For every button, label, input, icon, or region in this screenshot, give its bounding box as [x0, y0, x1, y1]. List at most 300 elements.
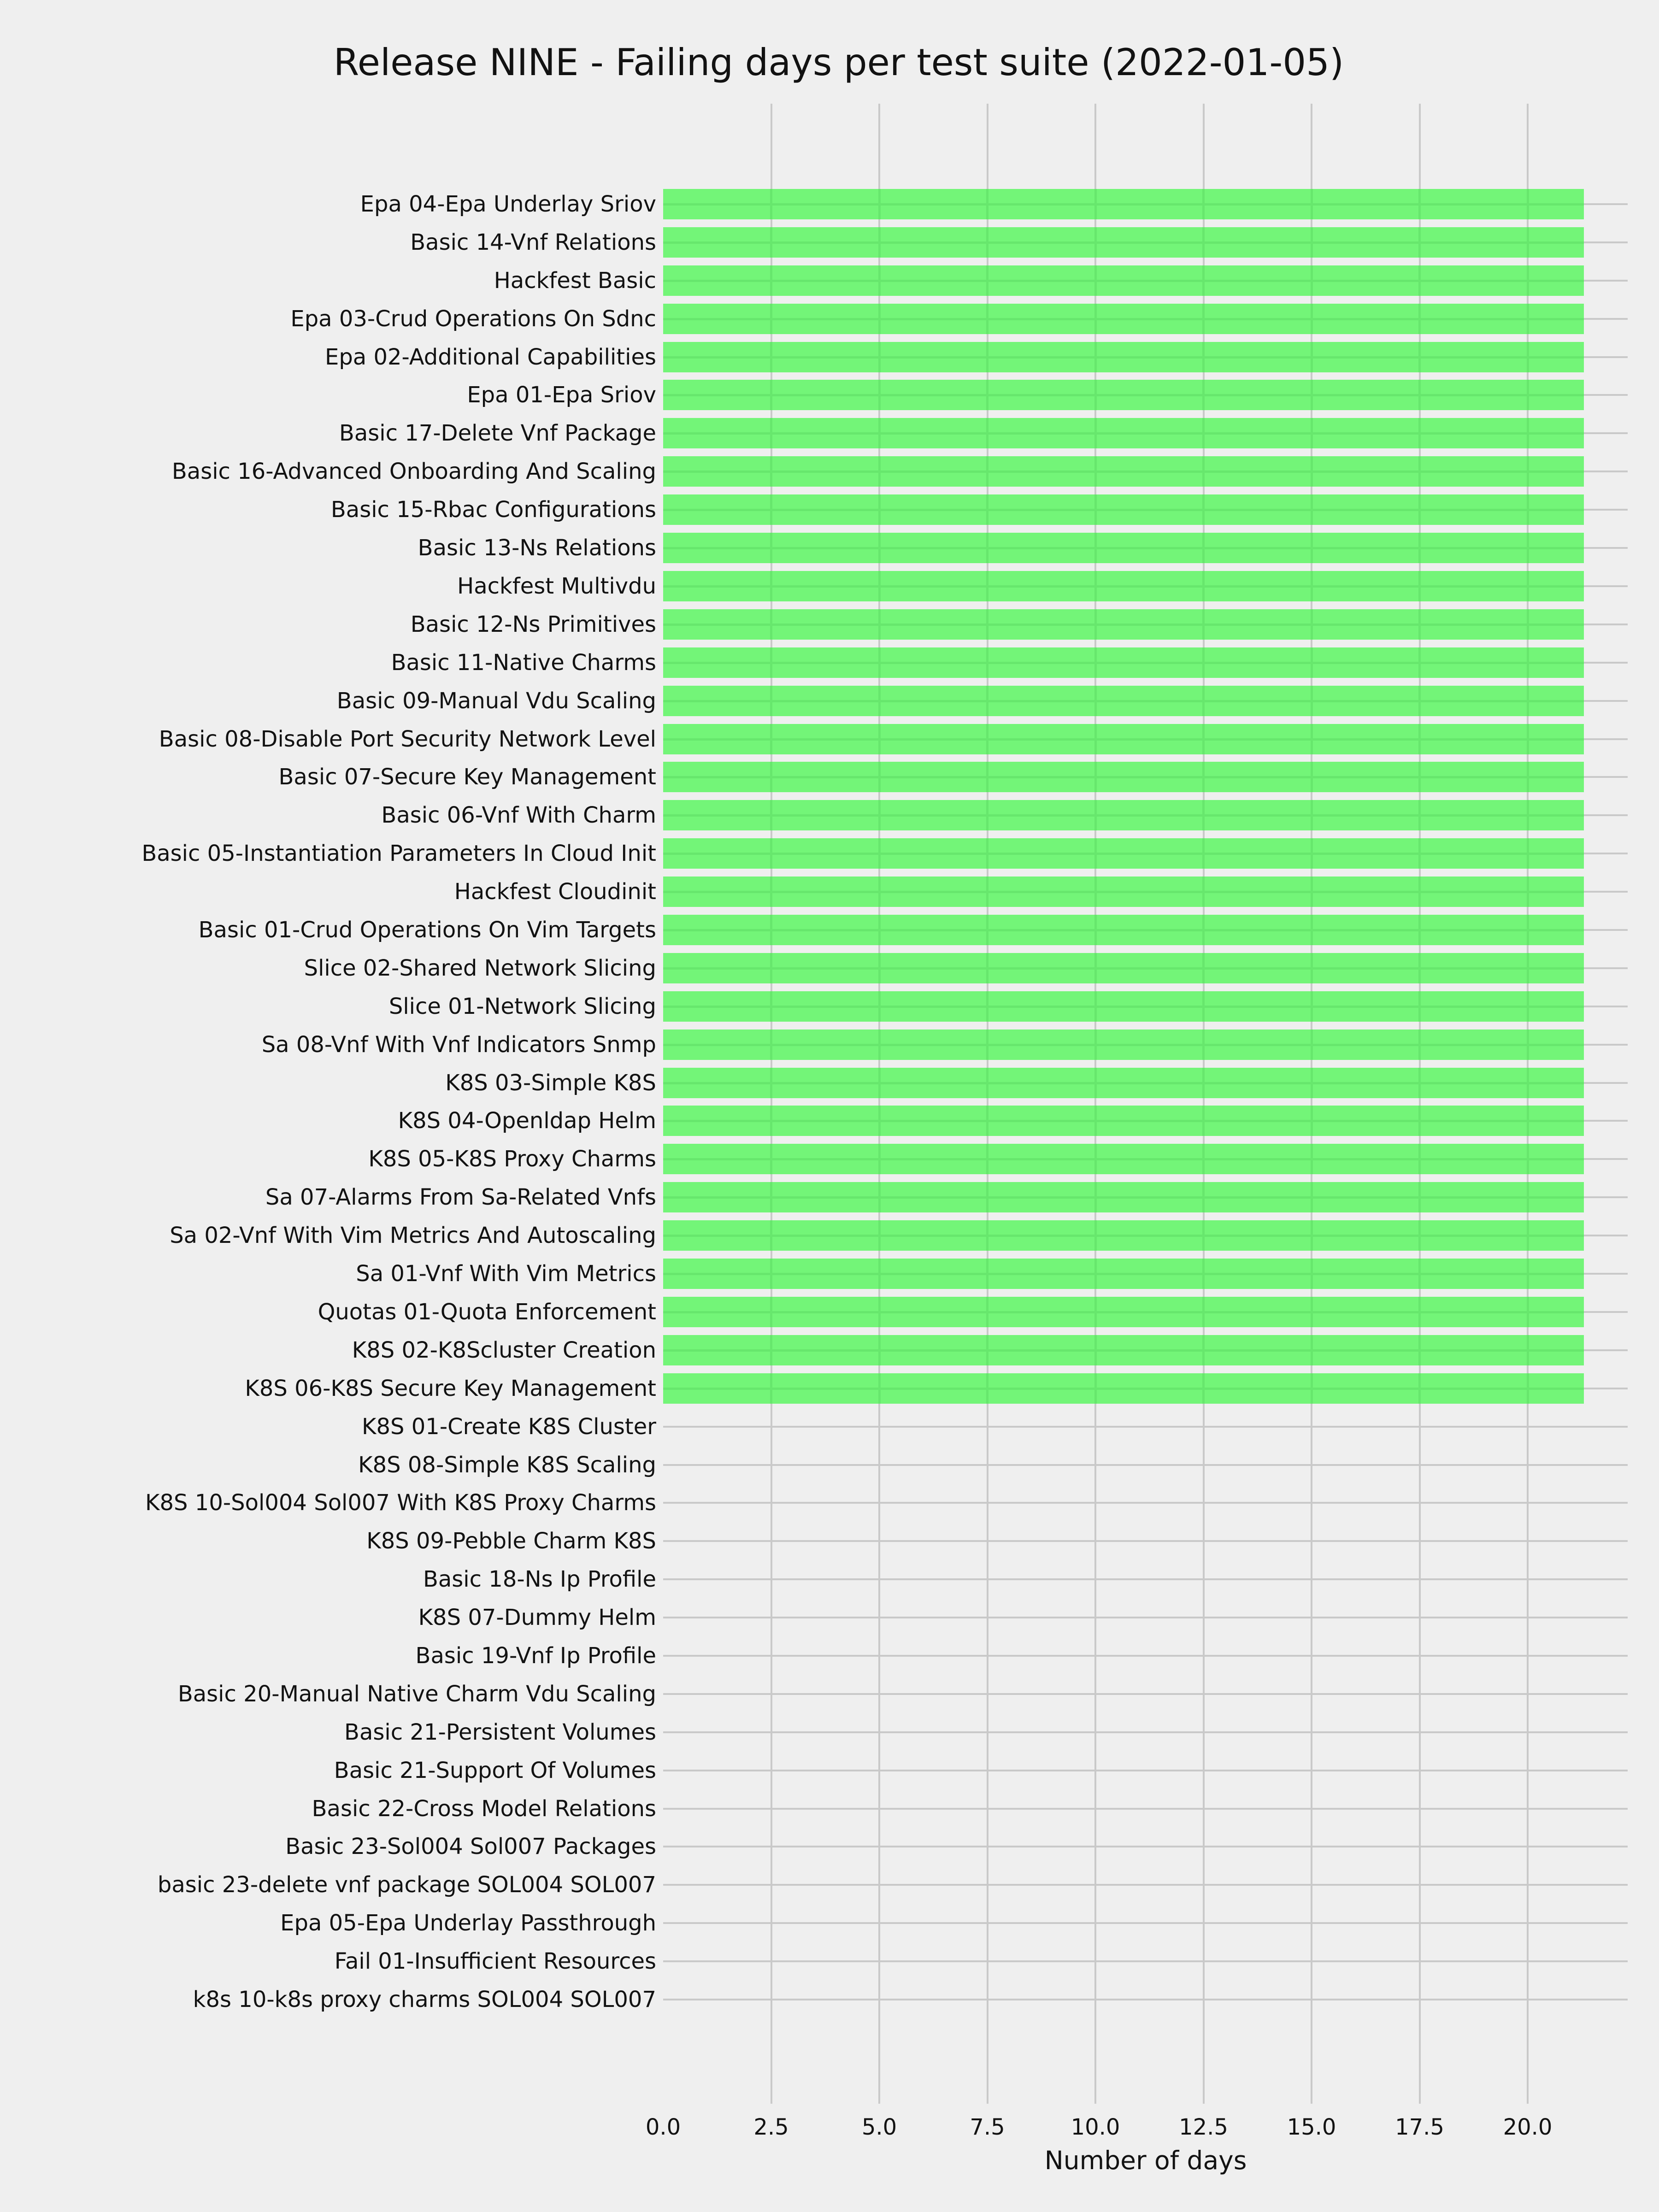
bar-vline-overlay — [1202, 838, 1205, 869]
bar — [663, 1297, 1584, 1327]
bar-vline-overlay — [986, 342, 988, 372]
y-tick-label: Fail 01-Insufficient Resources — [334, 1948, 656, 1974]
bar-vline-overlay — [1094, 609, 1097, 640]
bar-vline-overlay — [1527, 1030, 1529, 1060]
bar-vline-overlay — [1311, 380, 1313, 410]
bar-hline-overlay — [663, 1044, 1584, 1046]
bar-vline-overlay — [770, 1106, 772, 1136]
bar-vline-overlay — [1418, 647, 1421, 678]
bar-vline-overlay — [986, 1030, 988, 1060]
bar-vline-overlay — [1418, 762, 1421, 792]
bar-hline-overlay — [663, 1273, 1584, 1275]
bar-vline-overlay — [1311, 686, 1313, 716]
y-tick-label: Epa 01-Epa Sriov — [467, 382, 656, 408]
bar-vline-overlay — [1094, 494, 1097, 525]
bar-vline-overlay — [1094, 189, 1097, 219]
bar — [663, 380, 1584, 410]
bar-vline-overlay — [1311, 953, 1313, 983]
bar-vline-overlay — [1418, 1259, 1421, 1289]
bar-vline-overlay — [986, 456, 988, 487]
y-tick-label: Hackfest Multivdu — [457, 573, 656, 599]
bar — [663, 800, 1584, 830]
bar-vline-overlay — [1202, 915, 1205, 945]
bar-vline-overlay — [878, 265, 881, 296]
bar-vline-overlay — [1311, 265, 1313, 296]
bar-vline-overlay — [1311, 1144, 1313, 1174]
bar-vline-overlay — [1311, 1220, 1313, 1251]
bar-vline-overlay — [1094, 1373, 1097, 1404]
bar-vline-overlay — [1094, 571, 1097, 601]
y-tick-label: Basic 19-Vnf Ip Profile — [415, 1643, 656, 1669]
bar-vline-overlay — [1527, 1144, 1529, 1174]
bar-vline-overlay — [878, 991, 881, 1022]
y-tick-label: Sa 07-Alarms From Sa-Related Vnfs — [265, 1184, 656, 1210]
bar-vline-overlay — [986, 800, 988, 830]
bar-vline-overlay — [1418, 456, 1421, 487]
h-gridline — [663, 1693, 1628, 1695]
bar — [663, 342, 1584, 372]
y-tick-label: Basic 20-Manual Native Charm Vdu Scaling — [177, 1681, 656, 1707]
bar-vline-overlay — [1094, 342, 1097, 372]
bar-vline-overlay — [1527, 533, 1529, 563]
bar-vline-overlay — [878, 1297, 881, 1327]
bar-vline-overlay — [1527, 189, 1529, 219]
bar-hline-overlay — [663, 280, 1584, 282]
bar-vline-overlay — [1311, 1106, 1313, 1136]
bar-vline-overlay — [986, 609, 988, 640]
bar-hline-overlay — [663, 1196, 1584, 1199]
bar-hline-overlay — [663, 432, 1584, 435]
bar-vline-overlay — [986, 418, 988, 448]
bar-hline-overlay — [663, 318, 1584, 320]
bar-vline-overlay — [1202, 686, 1205, 716]
bar-vline-overlay — [986, 877, 988, 907]
bar-vline-overlay — [770, 380, 772, 410]
bar-vline-overlay — [1202, 762, 1205, 792]
h-gridline — [663, 1731, 1628, 1733]
bar-vline-overlay — [1527, 265, 1529, 296]
bar-vline-overlay — [1094, 1220, 1097, 1251]
bar — [663, 1144, 1584, 1174]
y-tick-label: Epa 05-Epa Underlay Passthrough — [280, 1910, 656, 1936]
bar-vline-overlay — [878, 380, 881, 410]
bar-vline-overlay — [1202, 380, 1205, 410]
x-tick-label: 20.0 — [1503, 2114, 1553, 2140]
x-tick-label: 10.0 — [1071, 2114, 1120, 2140]
bar-vline-overlay — [1527, 609, 1529, 640]
bar-vline-overlay — [1311, 647, 1313, 678]
bar-vline-overlay — [1418, 1220, 1421, 1251]
y-tick-label: K8S 02-K8Scluster Creation — [352, 1337, 656, 1363]
bar-vline-overlay — [1311, 609, 1313, 640]
y-tick-label: Basic 15-Rbac Configurations — [330, 497, 656, 523]
bar-vline-overlay — [1311, 1182, 1313, 1212]
bar-vline-overlay — [878, 609, 881, 640]
bar-vline-overlay — [770, 991, 772, 1022]
bar-vline-overlay — [1094, 1106, 1097, 1136]
y-tick-label: Epa 04-Epa Underlay Sriov — [360, 191, 656, 217]
bar-vline-overlay — [1311, 991, 1313, 1022]
bar-vline-overlay — [878, 494, 881, 525]
bar-vline-overlay — [1527, 838, 1529, 869]
bar-vline-overlay — [1202, 1182, 1205, 1212]
bar-vline-overlay — [1418, 342, 1421, 372]
bar-vline-overlay — [770, 304, 772, 334]
bar-vline-overlay — [1202, 1259, 1205, 1289]
bar-vline-overlay — [1527, 494, 1529, 525]
bar-vline-overlay — [770, 418, 772, 448]
bar-hline-overlay — [663, 929, 1584, 931]
bar-vline-overlay — [1311, 227, 1313, 258]
bar-hline-overlay — [663, 356, 1584, 359]
bar-vline-overlay — [878, 647, 881, 678]
bar-vline-overlay — [1202, 953, 1205, 983]
bar-vline-overlay — [1527, 1259, 1529, 1289]
bar-vline-overlay — [986, 1259, 988, 1289]
bar — [663, 953, 1584, 983]
bar-vline-overlay — [1202, 647, 1205, 678]
bar-vline-overlay — [878, 1335, 881, 1365]
bar — [663, 1373, 1584, 1404]
bar-vline-overlay — [1094, 1182, 1097, 1212]
y-tick-label: K8S 05-K8S Proxy Charms — [368, 1146, 656, 1172]
bar-vline-overlay — [1311, 1030, 1313, 1060]
bar-vline-overlay — [1418, 915, 1421, 945]
bar-vline-overlay — [770, 1297, 772, 1327]
y-tick-label: Basic 07-Secure Key Management — [278, 764, 656, 790]
bar-vline-overlay — [878, 533, 881, 563]
bar-vline-overlay — [878, 571, 881, 601]
bar-vline-overlay — [1311, 533, 1313, 563]
bar-vline-overlay — [1418, 953, 1421, 983]
bar-vline-overlay — [770, 915, 772, 945]
bar-vline-overlay — [986, 494, 988, 525]
bar — [663, 1220, 1584, 1251]
bar-vline-overlay — [1202, 800, 1205, 830]
bar-vline-overlay — [1418, 1373, 1421, 1404]
bar-vline-overlay — [770, 456, 772, 487]
bar — [663, 609, 1584, 640]
bar-vline-overlay — [1311, 762, 1313, 792]
bar-vline-overlay — [878, 838, 881, 869]
bar-vline-overlay — [1418, 1106, 1421, 1136]
bar — [663, 838, 1584, 869]
y-tick-label: Sa 02-Vnf With Vim Metrics And Autoscaling — [170, 1223, 656, 1248]
bar-vline-overlay — [1527, 304, 1529, 334]
bar-vline-overlay — [1311, 418, 1313, 448]
bar-vline-overlay — [770, 647, 772, 678]
bar-vline-overlay — [986, 1297, 988, 1327]
bar-vline-overlay — [878, 915, 881, 945]
bar-vline-overlay — [1311, 342, 1313, 372]
bar-vline-overlay — [1527, 686, 1529, 716]
bar-vline-overlay — [986, 915, 988, 945]
bar-vline-overlay — [770, 800, 772, 830]
bar-vline-overlay — [986, 686, 988, 716]
bar-hline-overlay — [663, 1082, 1584, 1084]
bar-vline-overlay — [878, 953, 881, 983]
bar-vline-overlay — [770, 609, 772, 640]
bar-vline-overlay — [1094, 380, 1097, 410]
bar-vline-overlay — [1311, 1373, 1313, 1404]
y-tick-label: Basic 22-Cross Model Relations — [312, 1796, 656, 1822]
bar-vline-overlay — [770, 1182, 772, 1212]
bar — [663, 494, 1584, 525]
bar-hline-overlay — [663, 203, 1584, 206]
y-tick-label: Basic 17-Delete Vnf Package — [339, 420, 656, 446]
x-tick-label: 12.5 — [1179, 2114, 1228, 2140]
bar-vline-overlay — [1527, 953, 1529, 983]
bar-vline-overlay — [986, 1144, 988, 1174]
bar-vline-overlay — [1311, 1259, 1313, 1289]
bar-vline-overlay — [1094, 1030, 1097, 1060]
bar-vline-overlay — [1311, 1068, 1313, 1098]
bar-vline-overlay — [1202, 1373, 1205, 1404]
bar-vline-overlay — [1418, 609, 1421, 640]
h-gridline — [663, 1960, 1628, 1962]
bar — [663, 724, 1584, 754]
bar — [663, 533, 1584, 563]
bar-vline-overlay — [1202, 1030, 1205, 1060]
bar-hline-overlay — [663, 738, 1584, 741]
bar-vline-overlay — [1094, 877, 1097, 907]
h-gridline — [663, 1502, 1628, 1504]
bar-hline-overlay — [663, 853, 1584, 855]
y-tick-label: Hackfest Cloudinit — [454, 879, 656, 905]
bar-hline-overlay — [663, 700, 1584, 702]
bar-vline-overlay — [1202, 494, 1205, 525]
bar-vline-overlay — [1418, 380, 1421, 410]
bar-vline-overlay — [1311, 1335, 1313, 1365]
h-gridline — [663, 1808, 1628, 1810]
bar-vline-overlay — [878, 456, 881, 487]
bar-vline-overlay — [1094, 953, 1097, 983]
y-tick-label: Basic 05-Instantiation Parameters In Cloud Init — [141, 841, 656, 866]
y-tick-label: K8S 01-Create K8S Cluster — [362, 1414, 656, 1440]
bar-vline-overlay — [986, 571, 988, 601]
bar-vline-overlay — [1311, 724, 1313, 754]
bar-vline-overlay — [1094, 991, 1097, 1022]
bar-vline-overlay — [1094, 1068, 1097, 1098]
bar-vline-overlay — [1527, 227, 1529, 258]
y-tick-label: Basic 13-Ns Relations — [418, 535, 656, 561]
bar-vline-overlay — [1418, 1144, 1421, 1174]
bar-hline-overlay — [663, 471, 1584, 473]
bar-vline-overlay — [986, 838, 988, 869]
bar-vline-overlay — [986, 647, 988, 678]
y-tick-label: Sa 01-Vnf With Vim Metrics — [356, 1261, 656, 1287]
bar-vline-overlay — [986, 991, 988, 1022]
bar-vline-overlay — [1418, 418, 1421, 448]
chart-title: Release NINE - Failing days per test suite (2022-01-05) — [333, 41, 1344, 84]
bar-vline-overlay — [1094, 418, 1097, 448]
bar-vline-overlay — [986, 304, 988, 334]
bar-vline-overlay — [1311, 877, 1313, 907]
h-gridline — [663, 1617, 1628, 1618]
bar-vline-overlay — [878, 686, 881, 716]
bar-vline-overlay — [1202, 265, 1205, 296]
bar-hline-overlay — [663, 241, 1584, 244]
bar-vline-overlay — [1094, 915, 1097, 945]
bar — [663, 1030, 1584, 1060]
bar-vline-overlay — [878, 1373, 881, 1404]
bar-vline-overlay — [1311, 571, 1313, 601]
bar-vline-overlay — [1527, 724, 1529, 754]
bar-vline-overlay — [770, 189, 772, 219]
bar-hline-overlay — [663, 624, 1584, 626]
bar — [663, 762, 1584, 792]
bar-vline-overlay — [1418, 533, 1421, 563]
bar-vline-overlay — [1094, 762, 1097, 792]
bar-vline-overlay — [770, 571, 772, 601]
y-tick-label: K8S 08-Simple K8S Scaling — [358, 1452, 656, 1478]
bar-vline-overlay — [1094, 1259, 1097, 1289]
bar-vline-overlay — [1202, 1106, 1205, 1136]
bar-vline-overlay — [1311, 800, 1313, 830]
y-tick-label: Quotas 01-Quota Enforcement — [318, 1299, 656, 1325]
bar-vline-overlay — [1311, 494, 1313, 525]
bar-vline-overlay — [1094, 265, 1097, 296]
bar-vline-overlay — [1202, 877, 1205, 907]
bar-vline-overlay — [878, 418, 881, 448]
bar-vline-overlay — [878, 762, 881, 792]
bar-vline-overlay — [1202, 227, 1205, 258]
h-gridline — [663, 1540, 1628, 1542]
y-tick-label: Basic 12-Ns Primitives — [410, 612, 656, 637]
bar-vline-overlay — [1202, 1297, 1205, 1327]
bar-vline-overlay — [1094, 724, 1097, 754]
bar-vline-overlay — [1527, 380, 1529, 410]
y-tick-label: Hackfest Basic — [494, 268, 656, 294]
x-tick-label: 17.5 — [1395, 2114, 1444, 2140]
bar-vline-overlay — [770, 686, 772, 716]
bar-vline-overlay — [770, 1068, 772, 1098]
bar-vline-overlay — [878, 304, 881, 334]
bar-vline-overlay — [1527, 456, 1529, 487]
bar — [663, 1068, 1584, 1098]
x-tick-label: 2.5 — [753, 2114, 789, 2140]
bar-vline-overlay — [878, 227, 881, 258]
bar-hline-overlay — [663, 1235, 1584, 1237]
y-tick-label: K8S 06-K8S Secure Key Management — [245, 1376, 656, 1401]
bar-vline-overlay — [1418, 724, 1421, 754]
bar-vline-overlay — [878, 800, 881, 830]
bar-vline-overlay — [878, 189, 881, 219]
y-tick-label: basic 23-delete vnf package SOL004 SOL007 — [157, 1872, 656, 1898]
bar-vline-overlay — [986, 1220, 988, 1251]
bar-hline-overlay — [663, 394, 1584, 396]
bar-vline-overlay — [1202, 533, 1205, 563]
y-tick-label: Slice 01-Network Slicing — [388, 994, 656, 1019]
bar-vline-overlay — [1202, 456, 1205, 487]
bar-vline-overlay — [1527, 1106, 1529, 1136]
bar-vline-overlay — [1418, 1030, 1421, 1060]
bar-vline-overlay — [1527, 1335, 1529, 1365]
bar-vline-overlay — [1094, 686, 1097, 716]
h-gridline — [663, 1922, 1628, 1924]
bar-vline-overlay — [986, 1182, 988, 1212]
bar-vline-overlay — [1418, 494, 1421, 525]
bar-vline-overlay — [986, 189, 988, 219]
bar-vline-overlay — [1527, 1068, 1529, 1098]
bar-vline-overlay — [1527, 1182, 1529, 1212]
bar-vline-overlay — [986, 953, 988, 983]
bar-vline-overlay — [1527, 1297, 1529, 1327]
bar-hline-overlay — [663, 1311, 1584, 1313]
bar-vline-overlay — [1202, 1220, 1205, 1251]
h-gridline — [663, 1846, 1628, 1847]
bar-vline-overlay — [878, 342, 881, 372]
bar-vline-overlay — [1418, 877, 1421, 907]
bar-vline-overlay — [1094, 1144, 1097, 1174]
bar — [663, 1335, 1584, 1365]
bar — [663, 456, 1584, 487]
bar — [663, 265, 1584, 296]
bar-hline-overlay — [663, 1006, 1584, 1008]
bar-vline-overlay — [1094, 1335, 1097, 1365]
y-tick-label: K8S 09-Pebble Charm K8S — [366, 1528, 656, 1554]
bar-vline-overlay — [1418, 686, 1421, 716]
h-gridline — [663, 1884, 1628, 1886]
y-tick-label: K8S 04-Openldap Helm — [398, 1108, 656, 1134]
y-tick-label: Basic 06-Vnf With Charm — [381, 802, 656, 828]
bar — [663, 304, 1584, 334]
bar-vline-overlay — [986, 227, 988, 258]
bar-vline-overlay — [1202, 609, 1205, 640]
bar-vline-overlay — [1202, 189, 1205, 219]
bar-vline-overlay — [770, 1220, 772, 1251]
bar — [663, 1182, 1584, 1212]
bar-vline-overlay — [770, 227, 772, 258]
bar-hline-overlay — [663, 1158, 1584, 1160]
bar-hline-overlay — [663, 776, 1584, 778]
bar-vline-overlay — [986, 265, 988, 296]
bar-vline-overlay — [770, 1373, 772, 1404]
bar-vline-overlay — [1311, 189, 1313, 219]
bar-vline-overlay — [878, 1259, 881, 1289]
bar-vline-overlay — [770, 342, 772, 372]
bar-vline-overlay — [770, 533, 772, 563]
bar-hline-overlay — [663, 814, 1584, 817]
y-tick-label: Slice 02-Shared Network Slicing — [304, 955, 656, 981]
y-tick-label: Epa 02-Additional Capabilities — [324, 344, 656, 370]
bar-vline-overlay — [1418, 800, 1421, 830]
x-tick-label: 7.5 — [970, 2114, 1005, 2140]
bar-vline-overlay — [1311, 304, 1313, 334]
y-tick-label: k8s 10-k8s proxy charms SOL004 SOL007 — [193, 1987, 656, 2012]
bar-vline-overlay — [1202, 724, 1205, 754]
y-tick-label: Epa 03-Crud Operations On Sdnc — [290, 306, 656, 332]
x-axis-label: Number of days — [1044, 2146, 1247, 2175]
bar-vline-overlay — [770, 265, 772, 296]
bar-vline-overlay — [770, 494, 772, 525]
h-gridline — [663, 1578, 1628, 1580]
bar-hline-overlay — [663, 1120, 1584, 1122]
bar-vline-overlay — [878, 1182, 881, 1212]
plot-area — [663, 104, 1628, 2104]
bar-vline-overlay — [1202, 418, 1205, 448]
bar-vline-overlay — [1527, 991, 1529, 1022]
bar-vline-overlay — [1202, 342, 1205, 372]
y-tick-label: Basic 14-Vnf Relations — [410, 229, 656, 255]
bar-vline-overlay — [878, 1068, 881, 1098]
y-tick-label: Basic 11-Native Charms — [391, 650, 656, 676]
bar-vline-overlay — [1418, 304, 1421, 334]
bar-vline-overlay — [1311, 915, 1313, 945]
bar-vline-overlay — [1527, 571, 1529, 601]
bar-vline-overlay — [878, 1144, 881, 1174]
y-tick-label: Basic 23-Sol004 Sol007 Packages — [285, 1834, 656, 1859]
